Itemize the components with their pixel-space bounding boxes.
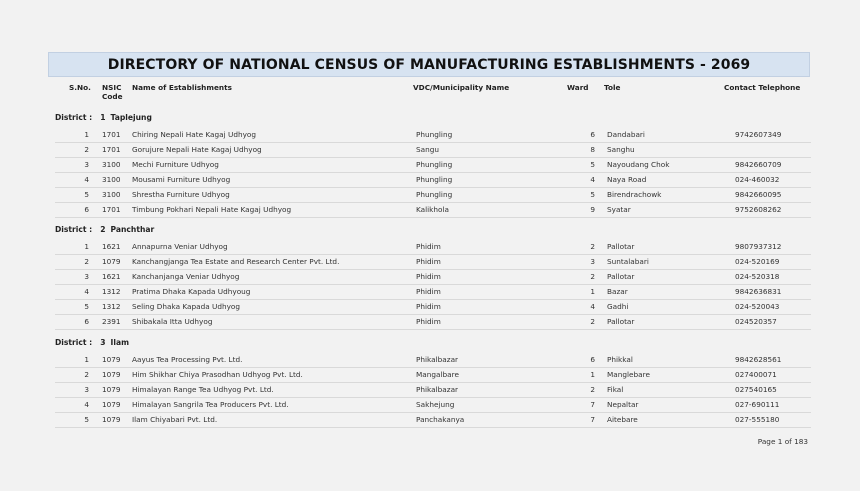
cell-tole: Manglebare: [607, 370, 650, 379]
cell-tole: Nepaltar: [607, 400, 639, 409]
cell-tel: 027540165: [735, 385, 777, 394]
cell-sno: 1: [84, 355, 89, 364]
cell-sno: 4: [84, 287, 89, 296]
cell-tole: Nayoudang Chok: [607, 160, 670, 169]
cell-tel: 027-555180: [735, 415, 780, 424]
cell-name: Annapurna Veniar Udhyog: [132, 242, 228, 251]
table-row: [55, 368, 811, 383]
cell-ward: 7: [590, 415, 595, 424]
table-row: [55, 173, 811, 188]
cell-tole: Suntalabari: [607, 257, 649, 266]
cell-nsic: 1621: [102, 242, 121, 251]
cell-nsic: 2391: [102, 317, 121, 326]
header-tel: Contact Telephone: [724, 83, 801, 92]
cell-ward: 2: [590, 385, 595, 394]
cell-sno: 4: [84, 175, 89, 184]
cell-tel: 9842660709: [735, 160, 782, 169]
cell-name: Shibakala Itta Udhyog: [132, 317, 213, 326]
table-row: [55, 128, 811, 143]
table-header: [52, 83, 812, 105]
cell-name: Himalayan Sangrila Tea Producers Pvt. Ltd.: [132, 400, 289, 409]
district-name: Panchthar: [110, 225, 155, 234]
cell-nsic: 3100: [102, 160, 121, 169]
cell-tel: 9842628561: [735, 355, 782, 364]
cell-sno: 3: [84, 160, 89, 169]
cell-sno: 5: [84, 302, 89, 311]
table-row: [55, 158, 811, 173]
cell-nsic: 1079: [102, 355, 121, 364]
cell-tel: 024-520043: [735, 302, 780, 311]
cell-sno: 2: [84, 370, 89, 379]
cell-vdc: Panchakanya: [416, 415, 465, 424]
cell-ward: 6: [590, 355, 595, 364]
cell-tel: 024-520318: [735, 272, 780, 281]
cell-name: Timbung Pokhari Nepali Hate Kagaj Udhyog: [132, 205, 292, 214]
cell-name: Kanchanjanga Veniar Udhyog: [132, 272, 240, 281]
cell-nsic: 1079: [102, 257, 121, 266]
cell-name: Shrestha Furniture Udhyog: [132, 190, 230, 199]
cell-ward: 3: [590, 257, 595, 266]
cell-tole: Pallotar: [607, 242, 635, 251]
cell-vdc: Sakhejung: [416, 400, 455, 409]
district-name: Ilam: [110, 338, 129, 347]
cell-nsic: 1701: [102, 145, 121, 154]
cell-sno: 5: [84, 415, 89, 424]
cell-name: Him Shikhar Chiya Prasodhan Udhyog Pvt. Ltd.: [132, 370, 303, 379]
district-heading: [55, 338, 129, 347]
cell-tole: Aitebare: [607, 415, 638, 424]
cell-ward: 6: [590, 130, 595, 139]
cell-sno: 2: [84, 145, 89, 154]
cell-tole: Fikal: [607, 385, 624, 394]
cell-name: Chiring Nepali Hate Kagaj Udhyog: [132, 130, 256, 139]
district-number: 3: [100, 338, 106, 347]
table-row: [55, 413, 811, 428]
table-row: [55, 188, 811, 203]
cell-sno: 4: [84, 400, 89, 409]
cell-tel: 9807937312: [735, 242, 782, 251]
table-row: [55, 203, 811, 218]
cell-sno: 5: [84, 190, 89, 199]
cell-tel: 024-460032: [735, 175, 780, 184]
cell-vdc: Mangalbare: [416, 370, 459, 379]
cell-tole: Dandabari: [607, 130, 645, 139]
cell-ward: 2: [590, 272, 595, 281]
cell-tole: Birendrachowk: [607, 190, 662, 199]
district-number: 1: [100, 113, 106, 122]
cell-tel: 024-520169: [735, 257, 780, 266]
cell-vdc: Phikalbazar: [416, 385, 459, 394]
cell-nsic: 1079: [102, 385, 121, 394]
cell-tel: 9742607349: [735, 130, 782, 139]
cell-name: Gorujure Nepali Hate Kagaj Udhyog: [132, 145, 262, 154]
table-row: [55, 255, 811, 270]
district-label: District :: [55, 225, 93, 234]
cell-nsic: 1079: [102, 370, 121, 379]
table-row: [55, 353, 811, 368]
cell-vdc: Phungling: [416, 130, 453, 139]
cell-ward: 4: [590, 302, 595, 311]
cell-tel: 027-690111: [735, 400, 780, 409]
page-number: Page 1 of 183: [757, 437, 808, 446]
cell-vdc: Phidim: [416, 272, 441, 281]
cell-ward: 2: [590, 317, 595, 326]
cell-vdc: Phungling: [416, 160, 453, 169]
cell-vdc: Phikalbazar: [416, 355, 459, 364]
header-code: Code: [102, 92, 123, 101]
cell-vdc: Phidim: [416, 257, 441, 266]
cell-tole: Pallotar: [607, 317, 635, 326]
cell-tel: 9842636831: [735, 287, 782, 296]
header-nsic: NSIC: [102, 83, 122, 92]
cell-ward: 9: [590, 205, 595, 214]
cell-vdc: Phidim: [416, 317, 441, 326]
district-label: District :: [55, 338, 93, 347]
district-number: 2: [100, 225, 106, 234]
cell-name: Seling Dhaka Kapada Udhyog: [132, 302, 241, 311]
cell-nsic: 1079: [102, 415, 121, 424]
cell-name: Himalayan Range Tea Udhyog Pvt. Ltd.: [132, 385, 274, 394]
cell-tole: Pallotar: [607, 272, 635, 281]
table-row: [55, 315, 811, 330]
cell-nsic: 1621: [102, 272, 121, 281]
cell-sno: 1: [84, 242, 89, 251]
cell-vdc: Phidim: [416, 302, 441, 311]
cell-tole: Bazar: [607, 287, 628, 296]
header-tole: Tole: [604, 83, 621, 92]
cell-tole: Syatar: [607, 205, 631, 214]
cell-name: Mousami Furniture Udhyog: [132, 175, 231, 184]
table-row: [55, 398, 811, 413]
cell-ward: 2: [590, 242, 595, 251]
cell-name: Ilam Chiyabari Pvt. Ltd.: [132, 415, 218, 424]
cell-nsic: 1312: [102, 302, 121, 311]
table-row: [55, 143, 811, 158]
cell-vdc: Phidim: [416, 242, 441, 251]
cell-sno: 6: [84, 317, 89, 326]
table-row: [55, 285, 811, 300]
header-ward: Ward: [567, 83, 589, 92]
cell-ward: 8: [590, 145, 595, 154]
header-sno: S.No.: [69, 83, 91, 92]
cell-nsic: 3100: [102, 190, 121, 199]
cell-sno: 3: [84, 385, 89, 394]
cell-tel: 9752608262: [735, 205, 782, 214]
cell-tole: Phikkal: [607, 355, 633, 364]
cell-ward: 5: [590, 160, 595, 169]
cell-name: Aayus Tea Processing Pvt. Ltd.: [132, 355, 243, 364]
cell-tole: Gadhi: [607, 302, 629, 311]
document-title: DIRECTORY OF NATIONAL CENSUS OF MANUFACTURING ESTABLISHMENTS - 2069: [48, 52, 810, 77]
cell-nsic: 3100: [102, 175, 121, 184]
cell-name: Kanchangjanga Tea Estate and Research Center Pvt. Ltd.: [132, 257, 340, 266]
cell-nsic: 1079: [102, 400, 121, 409]
header-name: Name of Establishments: [132, 83, 232, 92]
district-label: District :: [55, 113, 93, 122]
cell-ward: 5: [590, 190, 595, 199]
cell-vdc: Phidim: [416, 287, 441, 296]
table-row: [55, 240, 811, 255]
table-row: [55, 383, 811, 398]
cell-tel: 024520357: [735, 317, 777, 326]
cell-ward: 1: [590, 370, 595, 379]
cell-tole: Naya Road: [607, 175, 647, 184]
cell-nsic: 1312: [102, 287, 121, 296]
cell-tole: Sanghu: [607, 145, 635, 154]
cell-nsic: 1701: [102, 205, 121, 214]
district-name: Taplejung: [110, 113, 152, 122]
cell-ward: 4: [590, 175, 595, 184]
cell-sno: 2: [84, 257, 89, 266]
header-vdc: VDC/Municipality Name: [413, 83, 510, 92]
cell-tel: 9842660095: [735, 190, 782, 199]
table-row: [55, 270, 811, 285]
cell-vdc: Phungling: [416, 190, 453, 199]
cell-name: Mechi Furniture Udhyog: [132, 160, 219, 169]
cell-nsic: 1701: [102, 130, 121, 139]
cell-vdc: Sangu: [416, 145, 439, 154]
cell-vdc: Phungling: [416, 175, 453, 184]
cell-sno: 6: [84, 205, 89, 214]
cell-ward: 7: [590, 400, 595, 409]
cell-ward: 1: [590, 287, 595, 296]
cell-name: Pratima Dhaka Kapada Udhyoug: [132, 287, 251, 296]
cell-sno: 1: [84, 130, 89, 139]
district-heading: [55, 113, 152, 122]
cell-sno: 3: [84, 272, 89, 281]
district-heading: [55, 225, 154, 234]
cell-tel: 027400071: [735, 370, 777, 379]
cell-vdc: Kalikhola: [416, 205, 449, 214]
table-row: [55, 300, 811, 315]
